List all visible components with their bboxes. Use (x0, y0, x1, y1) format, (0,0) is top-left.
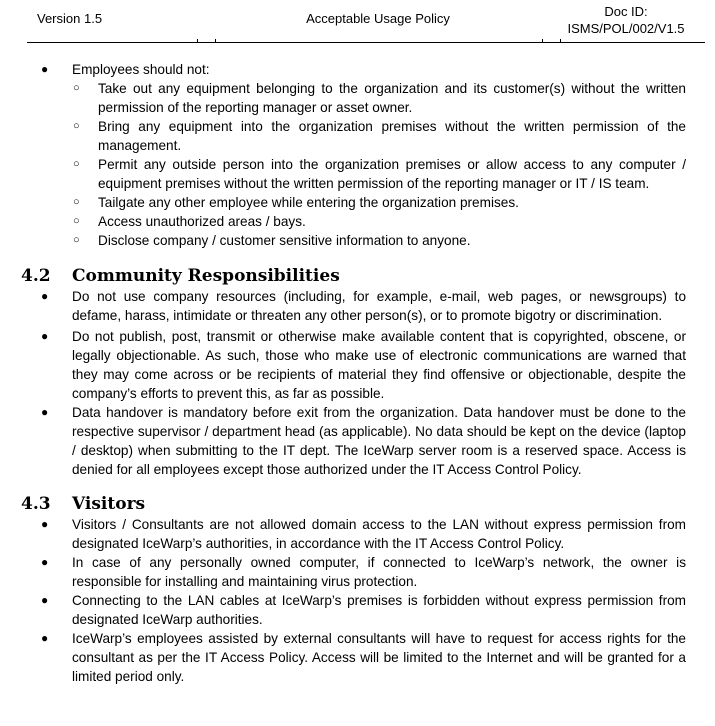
sub-list-item (0, 79, 715, 117)
sub-list-item-text: Bring any equipment into the organization premises without the written permission of the management. (98, 119, 686, 153)
header-divider (27, 42, 705, 43)
header-tick (542, 39, 543, 42)
header-tick (560, 39, 561, 42)
list-item (0, 629, 715, 686)
circle-bullet-icon: ○ (73, 120, 80, 132)
circle-bullet-icon: ○ (73, 215, 80, 227)
list-item-text: IceWarp’s employees assisted by external consultants will have to request for access rights for the consultant as per the IT Access Policy. Access will be limited to the Internet and will be granted for a limited period only. (72, 631, 686, 684)
sub-list-item-text: Permit any outside person into the organization premises or allow access to any computer / equipment premises without the written permission of the reporting manager or IT / IS team. (98, 157, 686, 191)
sub-list-item-text: Disclose company / customer sensitive information to anyone. (98, 233, 471, 248)
list-item-text: Do not publish, post, transmit or otherwise make available content that is copyrighted, obscene, or legally objectionable. As such, those who make use of electronic communications are warned that they may come across or be recipients of material they find offensive or objectionable, despite the company’s efforts to prevent this, as far as possible. (72, 329, 686, 401)
document-title: Acceptable Usage Policy (306, 11, 450, 26)
section-number: 4.3 (21, 494, 51, 514)
bullet-icon: ● (41, 517, 49, 531)
section-title: Community Responsibilities (72, 266, 340, 286)
section-heading (0, 265, 715, 287)
bullet-icon: ● (41, 555, 49, 569)
list-item (0, 60, 715, 79)
sub-list-item-text: Take out any equipment belonging to the organization and its customer(s) without the written permission of the reporting manager or asset owner. (98, 81, 686, 115)
sub-list-item (0, 212, 715, 231)
list-item-text: Visitors / Consultants are not allowed domain access to the LAN without express permission from designated IceWarp’s authorities, in accordance with the IT Access Control Policy. (72, 517, 686, 551)
sub-list-item (0, 193, 715, 212)
sub-list-item (0, 231, 715, 250)
version-label: Version 1.5 (37, 11, 103, 26)
list-item-text: Do not use company resources (including, for example, e-mail, web pages, or newsgroups) to defame, harass, intimidate or threaten any other person(s), or to promote bigotry or discrimination. (72, 289, 686, 323)
bullet-icon: ● (41, 593, 49, 607)
circle-bullet-icon: ○ (73, 158, 80, 170)
doc-id-value: ISMS/POL/002/V1.5 (567, 21, 685, 36)
doc-id (560, 3, 692, 37)
list-item-text: Employees should not: (72, 62, 210, 77)
list-item (0, 515, 715, 553)
list-item-text: Data handover is mandatory before exit from the organization. Data handover must be done to the respective supervisor / department head (as applicable). No data should be kept on the device (laptop / desktop) when submitting to the IT dept. The IceWarp server room is a reserved space. Access is denied for all employees except those authorized under the IT Access Control Policy. (72, 405, 686, 477)
doc-id-label: Doc ID: (604, 4, 648, 19)
list-item (0, 403, 715, 479)
header-tick (215, 39, 216, 42)
circle-bullet-icon: ○ (73, 196, 80, 208)
circle-bullet-icon: ○ (73, 234, 80, 246)
sub-list-item-text: Access unauthorized areas / bays. (98, 214, 306, 229)
list-item-text: In case of any personally owned computer, if connected to IceWarp’s network, the owner is responsible for installing and maintaining virus protection. (72, 555, 686, 589)
header-tick (197, 39, 198, 42)
list-item (0, 327, 715, 403)
bullet-icon: ● (41, 329, 49, 343)
sub-list-item-text: Tailgate any other employee while entering the organization premises. (98, 195, 519, 210)
bullet-icon: ● (41, 62, 49, 76)
section-heading (0, 493, 715, 515)
document-body (0, 60, 715, 686)
list-item (0, 287, 715, 325)
bullet-icon: ● (41, 405, 49, 419)
bullet-icon: ● (41, 631, 49, 645)
page-header (0, 0, 715, 44)
list-item (0, 553, 715, 591)
bullet-icon: ● (41, 289, 49, 303)
sub-list-item (0, 117, 715, 155)
section-title: Visitors (72, 494, 146, 514)
list-item (0, 591, 715, 629)
list-item-text: Connecting to the LAN cables at IceWarp’s premises is forbidden without express permission from designated IceWarp authorities. (72, 593, 686, 627)
circle-bullet-icon: ○ (73, 82, 80, 94)
sub-list-item (0, 155, 715, 193)
section-number: 4.2 (21, 266, 51, 286)
